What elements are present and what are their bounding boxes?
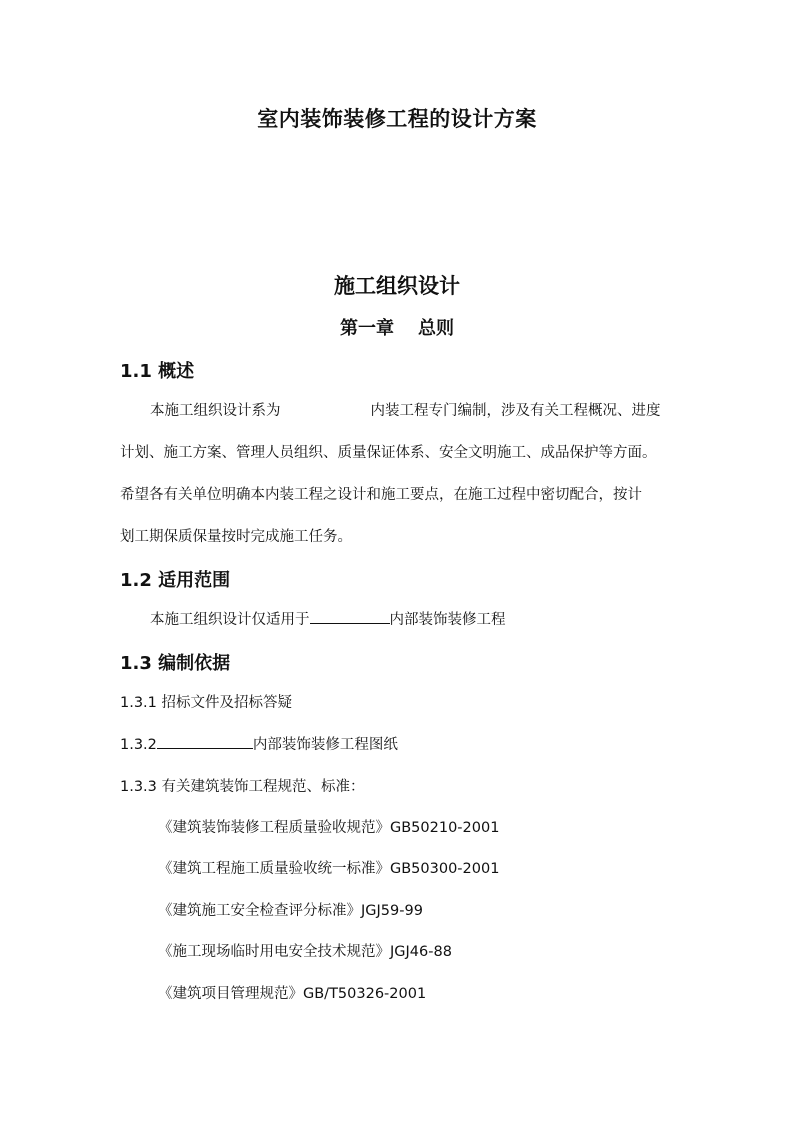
heading-1-3: 1.3 编制依据 bbox=[120, 653, 231, 674]
basis-item-1: 1.3.1 招标文件及招标答疑 bbox=[120, 695, 293, 711]
standard-item: 《建筑项目管理规范》GB/T50326-2001 bbox=[158, 986, 427, 1002]
chapter-number: 第一章 bbox=[340, 318, 394, 339]
overview-line-2: 计划、施工方案、管理人员组织、质量保证体系、安全文明施工、成品保护等方面。 bbox=[120, 445, 657, 461]
chapter-heading bbox=[0, 314, 794, 340]
document-title: 室内装饰装修工程的设计方案 bbox=[257, 107, 537, 131]
basis-item-3: 1.3.3 有关建筑装饰工程规范、标准： bbox=[120, 779, 365, 795]
scope-line-start: 本施工组织设计仅适用于 bbox=[150, 612, 310, 628]
scope-line-end: 内部装饰装修工程 bbox=[389, 612, 506, 628]
overview-line-1-end: 内装工程专门编制，涉及有关工程概况、进度 bbox=[370, 403, 661, 419]
basis-item-2-number: 1.3.2 bbox=[120, 737, 157, 753]
fill-in-blank bbox=[310, 609, 390, 624]
overview-line-4: 划工期保质保量按时完成施工任务。 bbox=[120, 529, 352, 545]
overview-line-1 bbox=[150, 399, 661, 420]
fill-in-blank bbox=[157, 734, 253, 749]
heading-1-1: 1.1 概述 bbox=[120, 361, 195, 382]
standard-item: 《施工现场临时用电安全技术规范》JGJ46-88 bbox=[158, 944, 452, 960]
section-title: 施工组织设计 bbox=[334, 274, 460, 298]
overview-line-1-start: 本施工组织设计系为 bbox=[150, 403, 281, 419]
overview-line-3: 希望各有关单位明确本内装工程之设计和施工要点，在施工过程中密切配合，按计 bbox=[120, 487, 642, 503]
basis-item-2 bbox=[120, 733, 398, 754]
chapter-title: 总则 bbox=[418, 318, 454, 339]
standard-item: 《建筑工程施工质量验收统一标准》GB50300-2001 bbox=[158, 861, 500, 877]
scope-line bbox=[150, 608, 506, 629]
standard-item: 《建筑施工安全检查评分标准》JGJ59-99 bbox=[158, 903, 423, 919]
basis-item-2-text: 内部装饰装修工程图纸 bbox=[252, 737, 398, 753]
heading-1-2: 1.2 适用范围 bbox=[120, 570, 231, 591]
standard-item: 《建筑装饰装修工程质量验收规范》GB50210-2001 bbox=[158, 820, 500, 836]
